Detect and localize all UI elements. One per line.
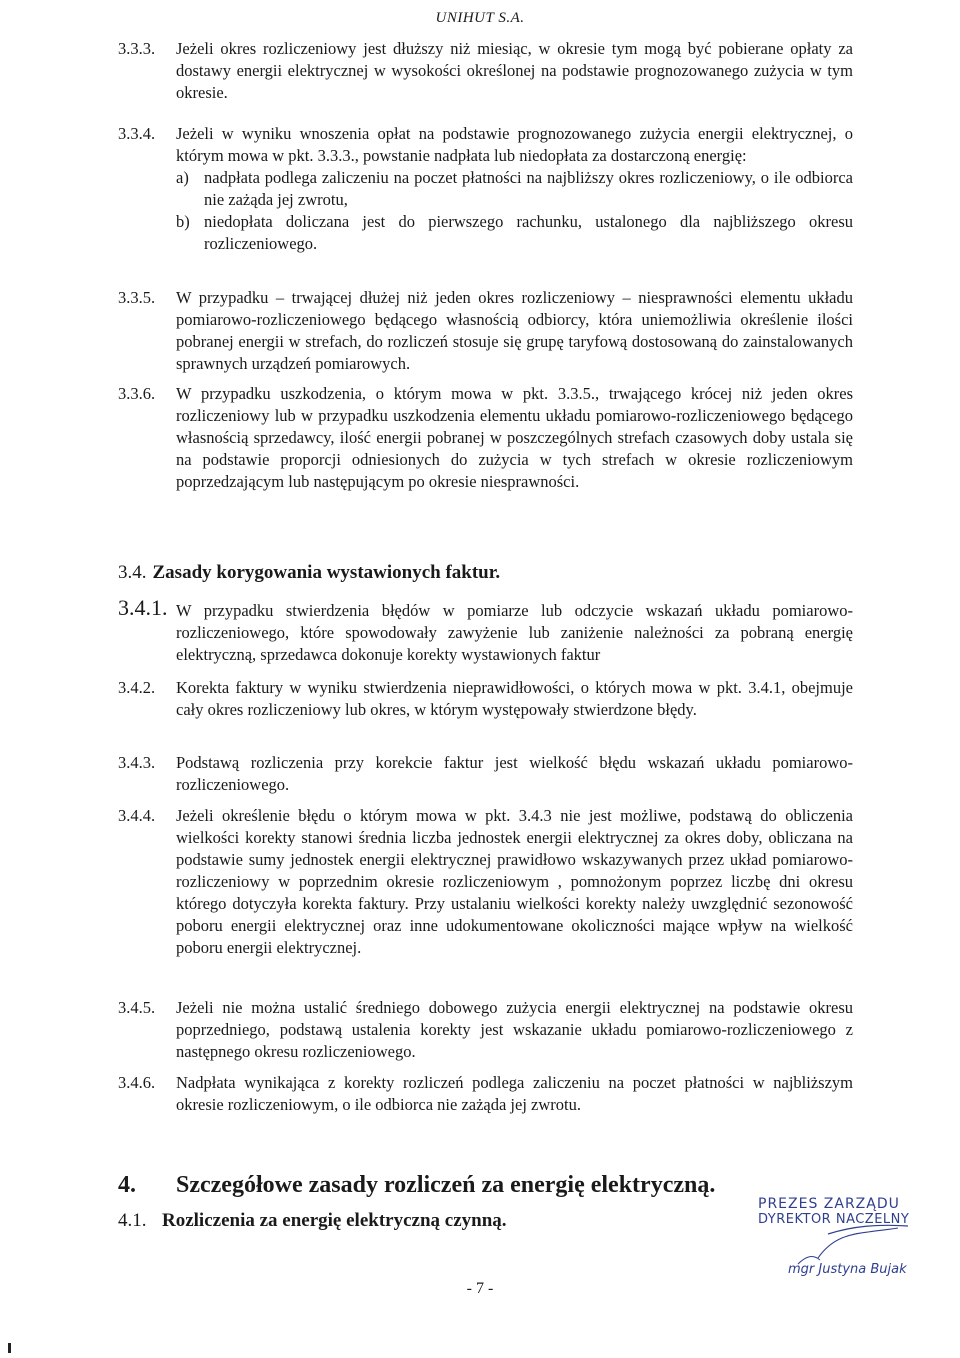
- section-3-3-3: [118, 38, 853, 104]
- stamp-role: DYREKTOR NACZELNY: [758, 1212, 910, 1227]
- section-3-4-4: [118, 805, 853, 959]
- page-number: - 7 -: [466, 1280, 494, 1297]
- section-text: W przypadku stwierdzenia błędów w pomiarze lub odczycie wskazań układu pomiarowo-rozliczeniowego, które spowodowały zawyżenie lub zaniżenie należności za pobraną energię elektryczną, sprzedawca dokonuje korekty wystawionych faktur: [176, 601, 853, 664]
- section-3-4-2: [118, 677, 853, 721]
- heading-title: Rozliczenia za energię elektryczną czynną.: [162, 1210, 507, 1231]
- section-text: W przypadku – trwającej dłużej niż jeden okres rozliczeniowy – niesprawności elementu układu pomiarowo-rozliczeniowego będącego własnością odbiorcy, która uniemożliwia określenie ilości pobranej energii w strefach, do rozliczeń stosuje się grupę taryfową dostosowaną do zainstalowanych sprawnych urządzeń pomiarowych.: [176, 288, 853, 373]
- heading-number: 4.: [118, 1172, 136, 1198]
- section-text: Jeżeli okres rozliczeniowy jest dłuższy niż miesiąc, w okresie tym mogą być pobierane opłaty za dostawy energii elektrycznej w wysokości określonej na podstawie prognozowanego zużycia w tym okresie.: [176, 39, 853, 102]
- section-text: Jeżeli określenie błędu o którym mowa w pkt. 3.4.3 nie jest możliwe, podstawą do obliczenia wielkości korekty stanowi średnia liczba jednostek energii elektrycznej za okres doby, obliczana na podstawie sumy jednostek energii elektrycznej prawidłowo wskazywanych przez układ pomiarowo- rozliczeniowy w poprzednim okresie rozliczeniowym , pomnożonym poprzez liczbę dni okresu którego dotyczyła korekta faktury. Przy ustalaniu wielkości korekty należy uwzględnić sezonowość poboru energii elektrycznej oraz inne udokumentowane okoliczności mające wpływ na wielkość poboru energii elektrycznej.: [176, 806, 853, 957]
- list-label: b): [176, 212, 190, 231]
- section-3-3-6: [118, 383, 853, 493]
- section-number: 3.4.1.: [118, 595, 168, 620]
- page-header: UNIHUT S.A.: [435, 10, 525, 26]
- section-number: 3.4.6.: [118, 1073, 156, 1092]
- list-item-a: [176, 167, 853, 211]
- stamp-title: PREZES ZARZĄDU: [758, 1196, 900, 1212]
- section-number: 3.3.6.: [118, 384, 156, 403]
- section-text: Korekta faktury w wyniku stwierdzenia nieprawidłowości, o których mowa w pkt. 3.4.1, obejmuje cały okres rozliczeniowy lub okres, w którym występowały stwierdzone błędy.: [176, 678, 853, 719]
- scan-mark: [8, 1343, 11, 1353]
- section-number: 3.4.2.: [118, 678, 156, 697]
- section-number: 3.4.4.: [118, 806, 156, 825]
- list-text: niedopłata doliczana jest do pierwszego rachunku, ustalonego dla najbliższego okresu rozliczeniowego.: [204, 212, 853, 253]
- section-number: 3.3.3.: [118, 39, 156, 58]
- section-3-4-5: [118, 997, 853, 1063]
- stamp-name: mgr Justyna Bujak: [788, 1262, 907, 1277]
- section-3-4-3: [118, 752, 853, 796]
- section-3-3-5: [118, 287, 853, 375]
- section-number: 3.3.5.: [118, 288, 156, 307]
- section-text: W przypadku uszkodzenia, o którym mowa w pkt. 3.3.5., trwającego krócej niż jeden okres rozliczeniowy lub w przypadku uszkodzenia elementu układu pomiarowo-rozliczeniowego będącego własnością sprzedawcy, ilość energii pobranej w poszczególnych strefach czasowych doby ustala się na podstawie proporcji odniesionych do zużycia w tych strefach w okresie rozliczeniowym poprzedzającym lub następującym po okresie niesprawności.: [176, 384, 853, 491]
- heading-title: Szczegółowe zasady rozliczeń za energię elektryczną.: [176, 1172, 716, 1198]
- heading-title: Zasady korygowania wystawionych faktur.: [152, 562, 501, 583]
- section-text: Jeżeli w wyniku wnoszenia opłat na podstawie prognozowanego zużycia energii elektrycznej, o którym mowa w pkt. 3.3.3., powstanie nadpłata lub niedopłata za dostarczoną energię:: [176, 124, 853, 165]
- section-text: Podstawą rozliczenia przy korekcie faktur jest wielkość błędu wskazań układu pomiarowo-rozliczeniowego.: [176, 753, 853, 794]
- signature-stamp: [758, 1196, 948, 1286]
- section-3-3-4: [118, 123, 853, 255]
- section-text: Jeżeli nie można ustalić średniego dobowego zużycia energii elektrycznej na podstawie okresu poprzedniego, podstawą ustalenia korekty jest wskazanie układu pomiarowo-rozliczeniowego z następnego okresu rozliczeniowego.: [176, 998, 853, 1061]
- section-number: 3.3.4.: [118, 124, 156, 143]
- list-label: a): [176, 168, 189, 187]
- section-number: 3.4.5.: [118, 998, 156, 1017]
- list-text: nadpłata podlega zaliczeniu na poczet płatności na najbliższy okres rozliczeniowy, o ile odbiorca nie zażąda jej zwrotu,: [204, 168, 853, 209]
- heading-4-1: [118, 1210, 507, 1232]
- section-3-4-6: [118, 1072, 853, 1116]
- heading-3-4: [118, 562, 500, 584]
- section-3-4-1: [118, 595, 853, 666]
- section-text: Nadpłata wynikająca z korekty rozliczeń podlega zaliczeniu na poczet płatności w najbliższym okresie rozliczeniowym, o ile odbiorca nie zażąda jej zwrotu.: [176, 1073, 853, 1114]
- list-item-b: [176, 211, 853, 255]
- heading-4: [118, 1172, 715, 1199]
- section-number: 3.4.3.: [118, 753, 156, 772]
- heading-number: 3.4.: [118, 562, 147, 583]
- heading-number: 4.1.: [118, 1210, 147, 1231]
